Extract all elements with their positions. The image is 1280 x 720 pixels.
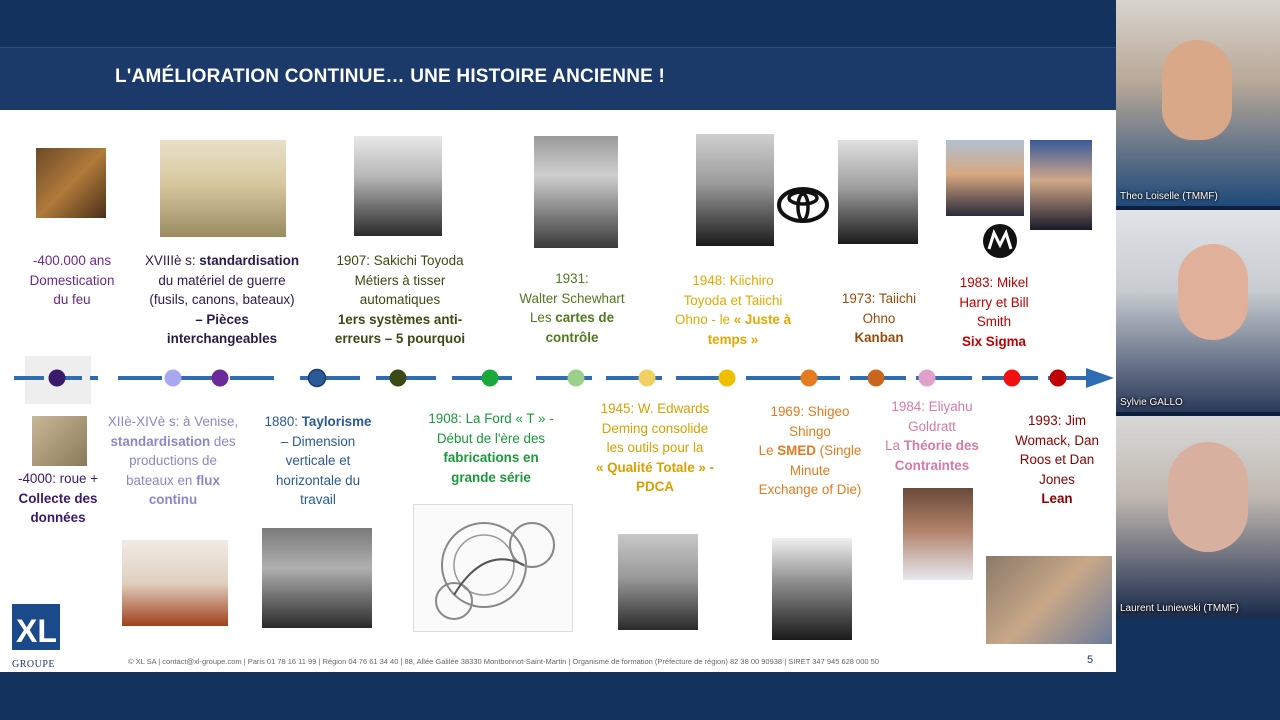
event-text-line: « Qualité Totale » - bbox=[595, 459, 715, 475]
timeline-dot bbox=[639, 370, 656, 387]
event-text-line: Contraintes bbox=[894, 457, 970, 473]
event-text-line: 1907: Sakichi Toyoda bbox=[336, 253, 464, 268]
event-text-line: – Dimension bbox=[280, 433, 356, 449]
timeline-dot bbox=[868, 370, 885, 387]
event-text-line: Jones bbox=[1039, 471, 1075, 487]
xl-groupe-logo bbox=[12, 604, 64, 670]
participant-video bbox=[1178, 244, 1248, 340]
page-number: 5 bbox=[1087, 654, 1094, 666]
event-text-line: Harry et Bill bbox=[959, 294, 1029, 310]
event-text-line: -4000: roue + bbox=[17, 471, 99, 486]
event-text-line: Six Sigma bbox=[961, 333, 1026, 349]
event-text-line: 1973: Taiichi bbox=[841, 291, 917, 306]
event-text-line: Smith bbox=[976, 314, 1012, 330]
event-text-line: automatiques bbox=[359, 292, 441, 308]
timeline-dot bbox=[482, 370, 499, 387]
timeline-dot bbox=[309, 370, 326, 387]
participant-video bbox=[1168, 442, 1248, 552]
logo-subtext: GROUPE bbox=[12, 659, 56, 670]
slide-footer: © XL SA | contact@xl-groupe.com | Paris 01 78 16 11 99 | Région 04 76 61 34 40 | 88, Allée Galilée 38330 Montbonnot-Saint-Martin | Organisme de formation (Préfecture de région) 82 38 00 90938 | SIRET 347 945 628 000 50 bbox=[128, 657, 879, 666]
event-text-line: 1993: Jim bbox=[1027, 413, 1087, 428]
participant-tile[interactable] bbox=[1116, 210, 1280, 412]
event-text-line: Kanban bbox=[854, 330, 904, 346]
event-text-line: Début de l'ère des bbox=[436, 430, 546, 446]
event-text-line: données bbox=[30, 510, 86, 526]
event-text-line: Shingo bbox=[789, 423, 831, 439]
event-text-line: -400.000 ans bbox=[32, 253, 112, 268]
event-text-line: bateaux en flux bbox=[126, 472, 220, 488]
timeline-dot bbox=[165, 370, 182, 387]
event-text-line: 1945: W. Edwards bbox=[600, 401, 710, 416]
timeline-dot bbox=[49, 370, 66, 387]
participant-name: Theo Loiselle (TMMF) bbox=[1120, 191, 1218, 202]
event-text-line: Minute bbox=[789, 462, 831, 478]
event-text-line: Le SMED (Single bbox=[758, 443, 862, 459]
event-text-line: Goldratt bbox=[908, 418, 956, 434]
event-text-line: Métiers à tisser bbox=[354, 272, 446, 288]
participant-name: Laurent Luniewski (TMMF) bbox=[1120, 603, 1239, 614]
event-text-line: travail bbox=[300, 492, 336, 508]
timeline-dot bbox=[1050, 370, 1067, 387]
event-text-line: verticale et bbox=[285, 453, 351, 469]
timeline-dot bbox=[212, 370, 229, 387]
event-text-line: Ohno - le « Juste à bbox=[674, 312, 792, 328]
event-text-line: Womack, Dan bbox=[1015, 432, 1099, 448]
event-text-line: les outils pour la bbox=[606, 440, 704, 456]
participant-name: Sylvie GALLO bbox=[1120, 397, 1183, 408]
event-text-line: – Pièces bbox=[195, 311, 249, 327]
event-text-line: Domestication bbox=[29, 272, 115, 288]
event-text-line: contrôle bbox=[545, 329, 599, 345]
slide-title: L'AMÉLIORATION CONTINUE… UNE HISTOIRE ANCIENNE ! bbox=[115, 66, 665, 87]
event-text-line: 1ers systèmes anti- bbox=[337, 311, 463, 327]
event-text-line: temps » bbox=[707, 331, 759, 347]
participant-tile[interactable] bbox=[1116, 416, 1280, 618]
timeline-dot bbox=[1004, 370, 1021, 387]
participant-video bbox=[1162, 40, 1232, 140]
event-text-line: Roos et Dan bbox=[1019, 452, 1095, 468]
event-text-line: erreurs – 5 pourquoi bbox=[334, 331, 466, 347]
event-text-line: 1908: La Ford « T » - bbox=[428, 411, 554, 426]
event-text-line: du matériel de guerre bbox=[158, 272, 286, 288]
event-text-line: Walter Schewhart bbox=[519, 290, 625, 306]
event-text-line: 1880: Taylorisme bbox=[264, 414, 372, 429]
event-text-line: Les cartes de bbox=[529, 310, 615, 326]
event-text-line: 1931: bbox=[555, 271, 589, 286]
event-text-line: standardisation des bbox=[110, 433, 236, 449]
event-text-line: fabrications en bbox=[443, 450, 539, 466]
event-text-line: 1984: Eliyahu bbox=[891, 399, 973, 414]
event-text-line: grande série bbox=[451, 469, 531, 485]
timeline-dot bbox=[919, 370, 936, 387]
timeline-dot bbox=[568, 370, 585, 387]
event-text-line: horizontale du bbox=[275, 472, 361, 488]
event-text-line: Ohno bbox=[862, 310, 896, 326]
timeline-dot bbox=[801, 370, 818, 387]
logo-text: XL bbox=[16, 613, 57, 649]
event-text-line: du feu bbox=[53, 292, 91, 308]
event-text-line: continu bbox=[148, 492, 198, 508]
event-text-line: interchangeables bbox=[166, 331, 278, 347]
event-text-line: productions de bbox=[129, 453, 217, 469]
event-text-line: (fusils, canons, bateaux) bbox=[149, 292, 295, 308]
event-text-line: 1969: Shigeo bbox=[770, 404, 850, 419]
event-text-line: Collecte des bbox=[18, 490, 98, 506]
event-text-line: XIIè-XIVè s: à Venise, bbox=[107, 414, 239, 429]
event-text-line: 1948: Kiichiro bbox=[692, 273, 774, 288]
event-text-line: Lean bbox=[1041, 491, 1073, 507]
event-text-line: Deming consolide bbox=[601, 420, 709, 436]
event-text-line: Exchange of Die) bbox=[758, 482, 862, 498]
top-event bbox=[884, 273, 1104, 351]
event-text-line: Toyoda et Taiichi bbox=[683, 292, 783, 308]
event-text-line: XVIIIè s: standardisation bbox=[144, 253, 300, 268]
event-text-line: 1983: Mikel bbox=[959, 275, 1029, 290]
event-text-line: PDCA bbox=[636, 479, 674, 495]
event-text-line: La Théorie des bbox=[885, 438, 979, 454]
timeline-dot bbox=[390, 370, 407, 387]
participant-tile[interactable] bbox=[1116, 0, 1280, 206]
timeline-dot bbox=[719, 370, 736, 387]
